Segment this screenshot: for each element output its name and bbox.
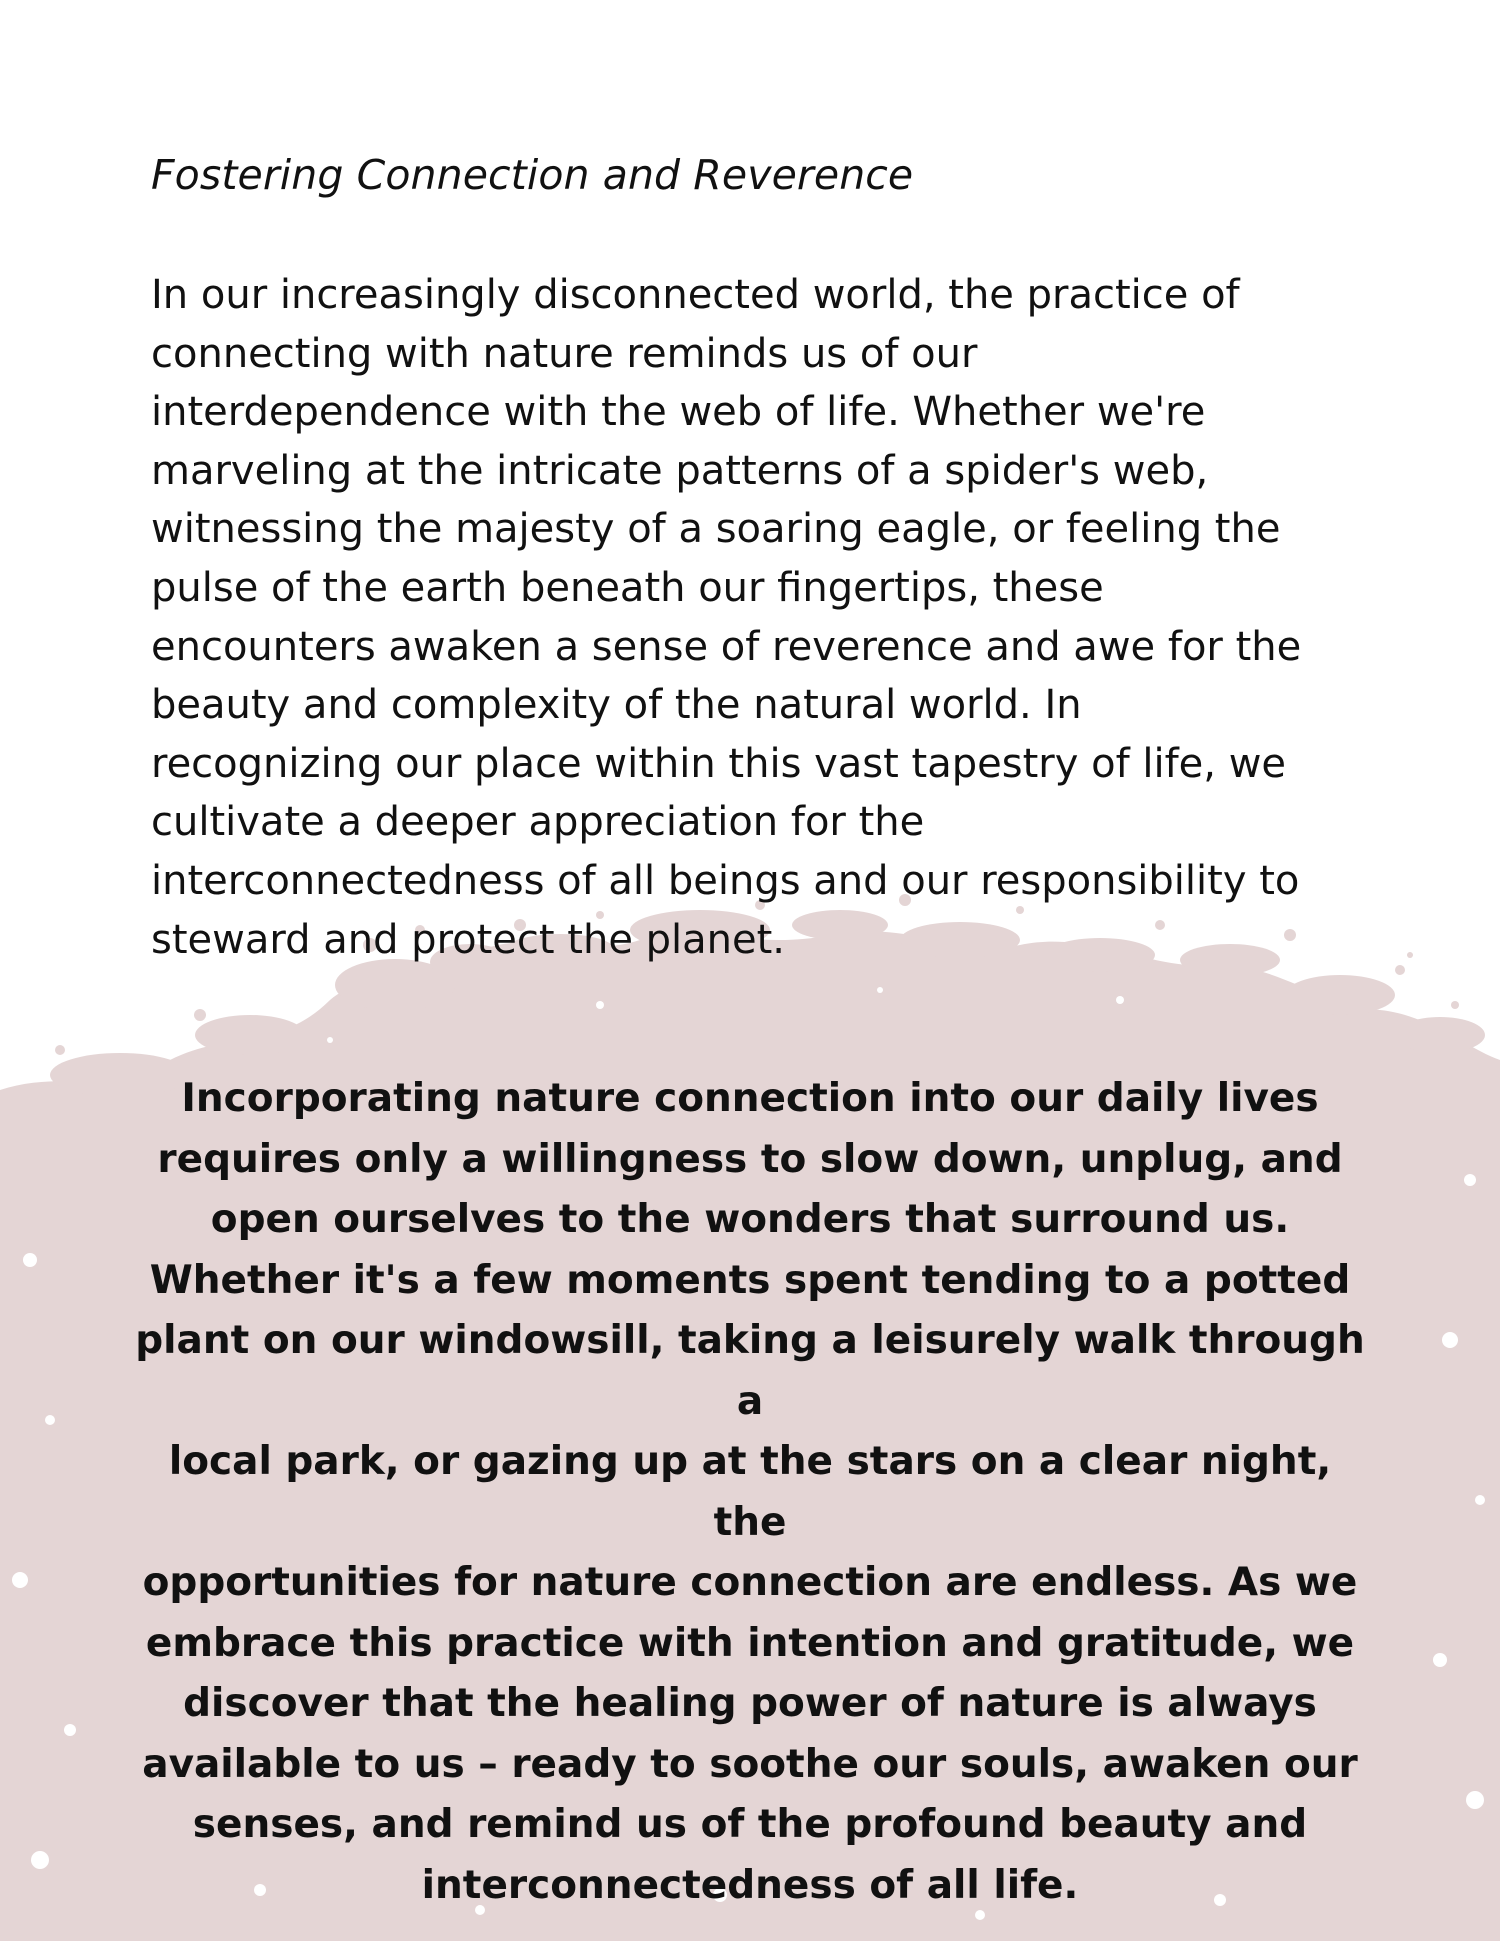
closing-paragraph: Incorporating nature connection into our daily lives requires only a willingness to slow down, unplug, and open ourselves to the wonders that surround us. Whether it's a few moments spent tending to a potted plant on our windowsill, taking a leisurely walk through a local park, or gazing up at the stars on a clear night, the opportunities for nature connection are endless. As we embrace this practice with intention and gratitude, we discover that the healing power of nature is always available to us – ready to soothe our souls, awaken our senses, and remind us of the profound beauty and interconnectedness of all life.: [135, 1076, 1365, 1908]
section-heading: Fostering Connection and Reverence: [151, 151, 914, 199]
body-paragraph: In our increasingly disconnected world, the practice of connecting with nature reminds us of our interdependence with the web of life. Whether we're marveling at the intricate patterns of a spider's web, witnessing the majesty of a soaring eagle, or feeling the pulse of the earth beneath our fingertips, these encounters awaken a sense of reverence and awe for the beauty and complexity of the natural world. In recognizing our place within this vast tapestry of life, we cultivate a deeper appreciation for the interconnectedness of all beings and our responsibility to steward and protect the planet.: [151, 272, 1302, 963]
